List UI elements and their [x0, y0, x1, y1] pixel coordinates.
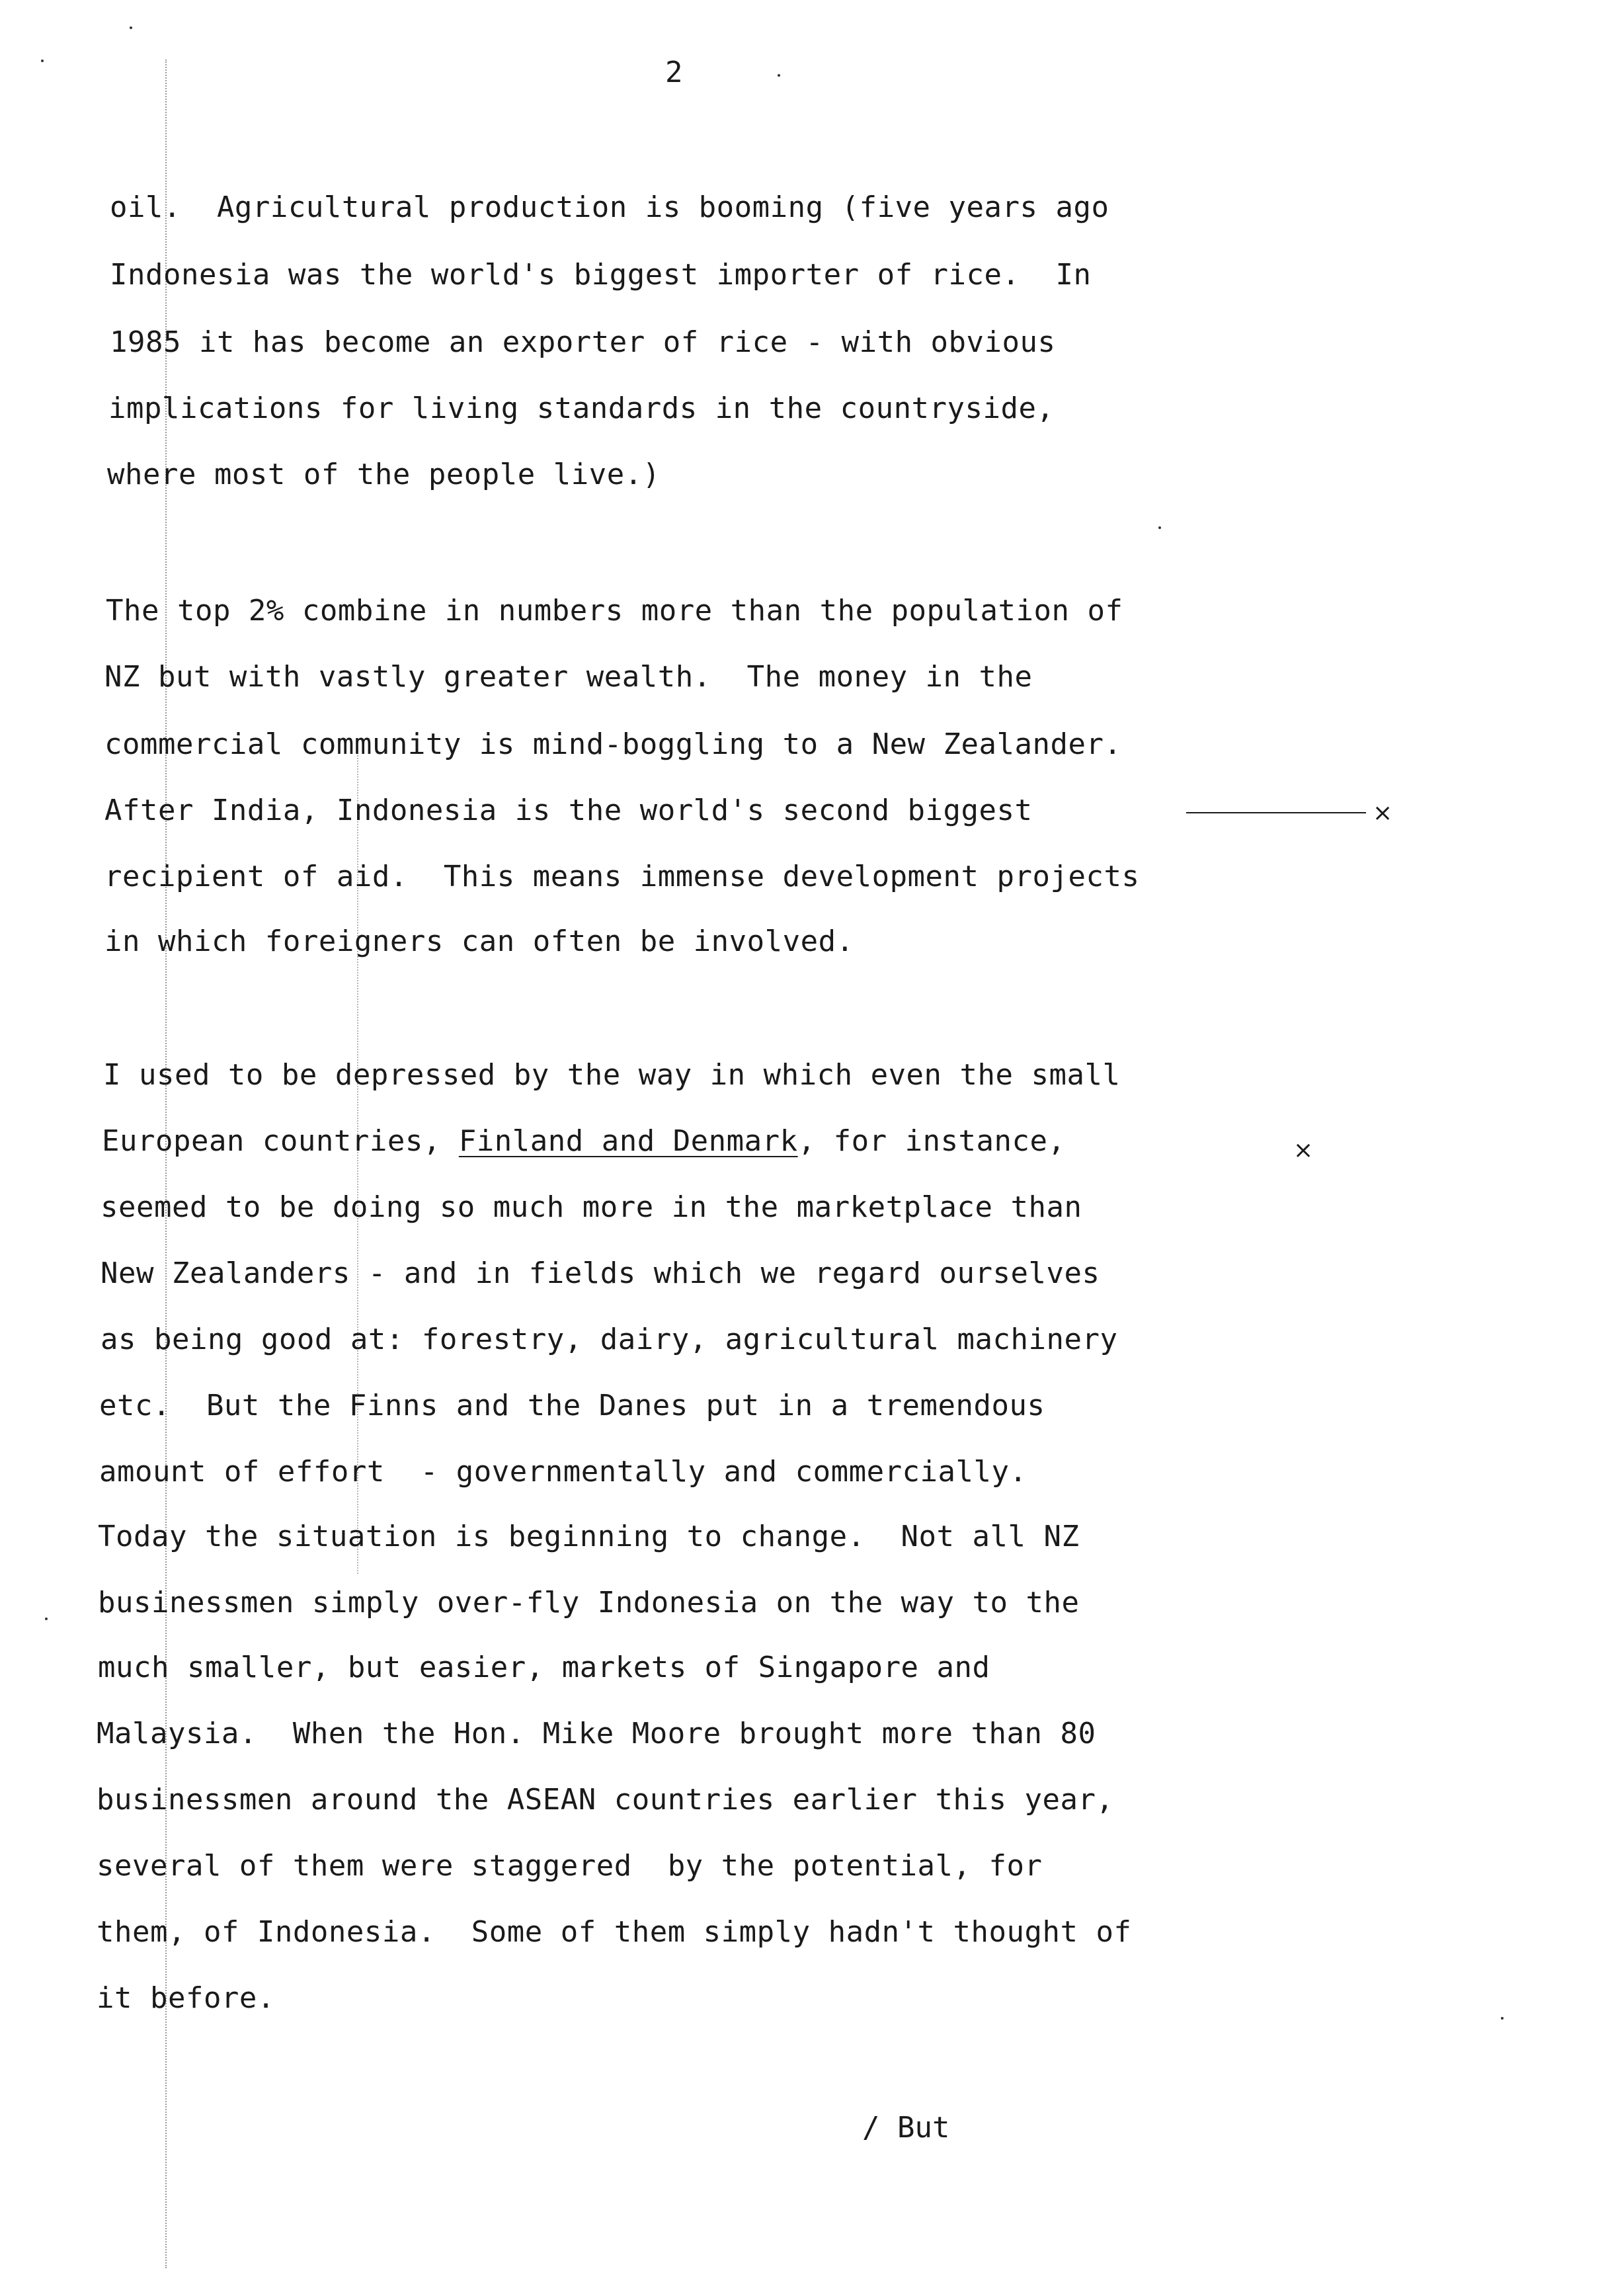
- text-line: 1985 it has become an exporter of rice - with obvious: [110, 325, 1056, 359]
- text-line: several of them were staggered by the potential, for: [97, 1849, 1043, 1883]
- text-line: Malaysia. When the Hon. Mike Moore brought more than 80: [97, 1717, 1096, 1750]
- text-line: I used to be depressed by the way in which even the small: [103, 1058, 1121, 1092]
- text-line: recipient of aid. This means immense development projects: [104, 860, 1140, 893]
- page-number: 2: [665, 56, 683, 89]
- text-line: The top 2% combine in numbers more than the population of: [106, 594, 1123, 628]
- scan-speck: [130, 26, 132, 29]
- text-line: After India, Indonesia is the world's second biggest: [104, 794, 1033, 827]
- text-line: Today the situation is beginning to change. Not all NZ: [98, 1520, 1080, 1553]
- text-line: implications for living standards in the countryside,: [108, 391, 1055, 425]
- text-line: businessmen around the ASEAN countries earlier this year,: [97, 1783, 1114, 1817]
- text-line: in which foreigners can often be involved.: [104, 924, 854, 958]
- scan-speck: [1158, 526, 1161, 529]
- margin-rule-mark: [1186, 812, 1366, 813]
- text-line: oil. Agricultural production is booming (five years ago: [110, 190, 1109, 224]
- scan-speck: [41, 60, 44, 62]
- text-line: amount of effort - governmentally and commercially.: [99, 1455, 1027, 1489]
- text-line: it before.: [97, 1981, 275, 2015]
- scan-speck: [1501, 2017, 1504, 2020]
- scan-speck: [45, 1618, 48, 1620]
- text-line: where most of the people live.): [107, 458, 661, 491]
- text-line: Indonesia was the world's biggest importer of rice. In: [110, 258, 1092, 292]
- margin-cross-mark: ×: [1293, 1137, 1314, 1164]
- text-line: etc. But the Finns and the Danes put in a tremendous: [99, 1389, 1045, 1422]
- margin-cross-mark: ×: [1373, 800, 1393, 827]
- text-fragment: European countries,: [102, 1124, 459, 1158]
- text-line: [102, 1124, 1066, 1158]
- underlined-text: Finland and Denmark: [458, 1124, 798, 1158]
- text-line: seemed to be doing so much more in the marketplace than: [100, 1190, 1082, 1224]
- text-line: businessmen simply over-fly Indonesia on the way to the: [98, 1586, 1080, 1620]
- scan-speck: [778, 74, 780, 77]
- text-line: New Zealanders - and in fields which we regard ourselves: [100, 1256, 1100, 1290]
- continuation-note: / But: [862, 2111, 950, 2145]
- text-line: them, of Indonesia. Some of them simply hadn't thought of: [97, 1915, 1132, 1949]
- text-line: NZ but with vastly greater wealth. The money in the: [104, 660, 1033, 694]
- text-line: much smaller, but easier, markets of Singapore and: [98, 1651, 990, 1684]
- text-line: commercial community is mind-boggling to a New Zealander.: [104, 727, 1122, 761]
- text-line: as being good at: forestry, dairy, agricultural machinery: [100, 1323, 1118, 1356]
- text-fragment: , for instance,: [797, 1124, 1066, 1158]
